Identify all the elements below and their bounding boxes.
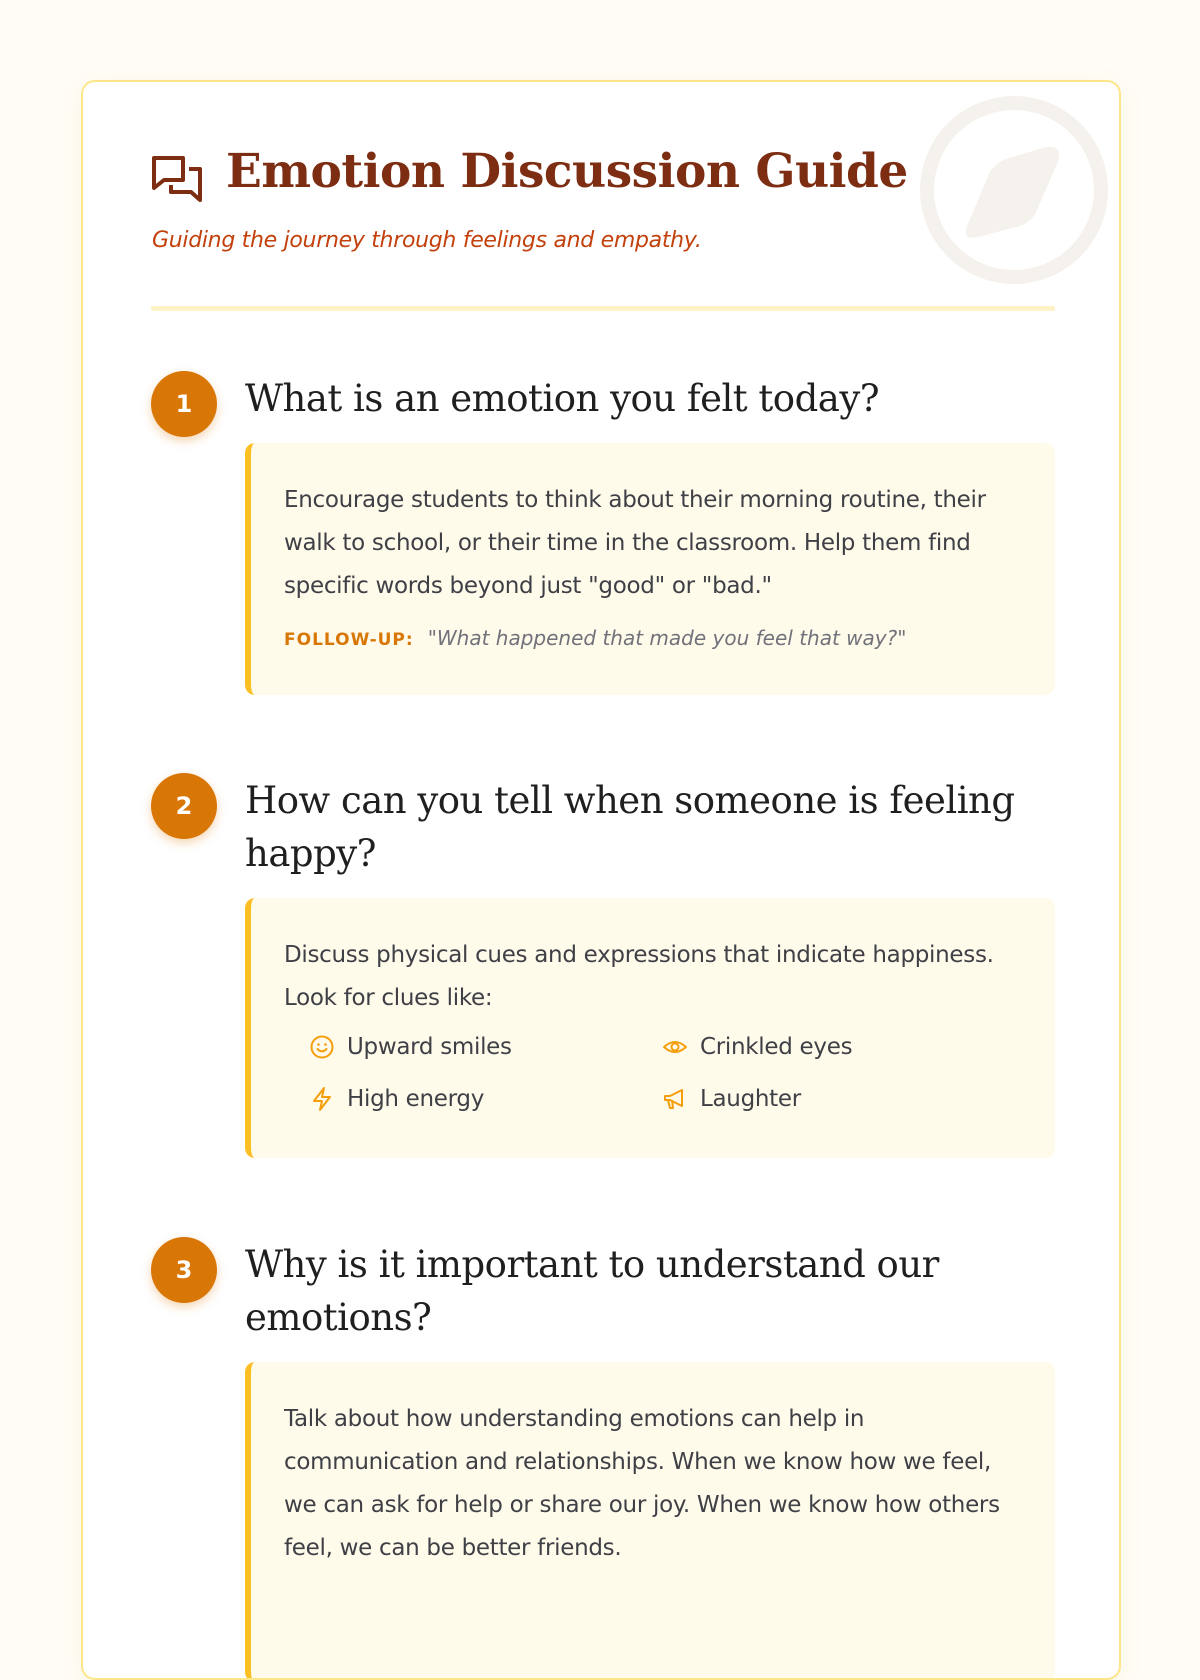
cue-item — [662, 1086, 801, 1112]
question-title: Why is it important to understand our emotions? — [245, 1243, 939, 1339]
happiness-cues-list — [284, 1034, 1021, 1154]
question-number-badge: 3 — [151, 1237, 217, 1303]
followup-label: FOLLOW-UP: — [284, 630, 414, 650]
cue-item — [309, 1034, 512, 1060]
cue-item — [662, 1034, 852, 1060]
smile-icon — [309, 1034, 335, 1060]
guidance-text: Discuss physical cues and expressions that indicate happiness. Look for clues like: — [284, 942, 994, 1011]
header-divider — [151, 306, 1055, 311]
cue-label: High energy — [347, 1086, 485, 1112]
cue-item — [309, 1086, 484, 1112]
megaphone-icon — [662, 1086, 688, 1112]
question-number-badge: 2 — [151, 773, 217, 839]
cue-label: Upward smiles — [347, 1034, 512, 1060]
cue-label: Crinkled eyes — [700, 1034, 853, 1060]
eye-icon — [662, 1034, 688, 1060]
page-subtitle: Guiding the journey through feelings and empathy. — [152, 228, 702, 253]
page-title: Emotion Discussion Guide — [226, 144, 908, 199]
followup — [284, 626, 1021, 650]
question-guidance-box — [245, 898, 1055, 1158]
followup-question: "What happened that made you feel that way?" — [427, 626, 907, 650]
guidance-text: Talk about how understanding emotions can help in communication and relationships. When we know how we feel, we can ask for help or share our joy. When we know how others feel, we can be better friends. — [284, 1406, 1000, 1561]
question-number-badge: 1 — [151, 371, 217, 437]
cue-label: Laughter — [700, 1086, 801, 1112]
question-guidance-box — [245, 1362, 1055, 1680]
guidance-text: Encourage students to think about their morning routine, their walk to school, or their time in the classroom. Help them find specific words beyond just "good" or "bad." — [284, 487, 986, 599]
chat-bubbles-icon — [151, 154, 203, 206]
question-title: What is an emotion you felt today? — [245, 377, 880, 420]
question-title: How can you tell when someone is feeling happy? — [245, 779, 1015, 875]
compass-icon — [916, 92, 1112, 288]
guide-card — [81, 80, 1121, 1680]
lightning-icon — [309, 1086, 335, 1112]
question-guidance-box — [245, 443, 1055, 695]
